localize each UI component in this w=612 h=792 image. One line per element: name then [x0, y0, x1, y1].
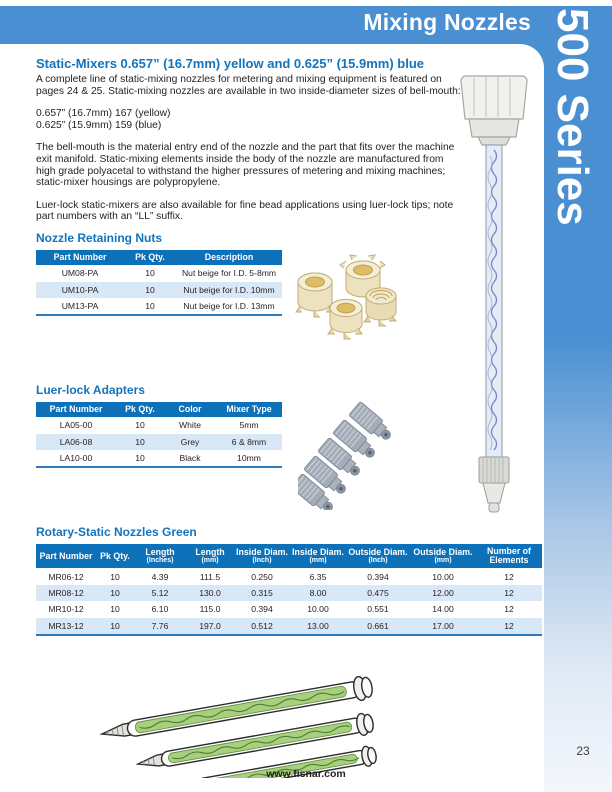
table-cell: 0.250: [251, 571, 273, 582]
table-cell: 6.35: [309, 571, 327, 582]
table-cell: 6.10: [151, 604, 169, 615]
retaining-nuts-section: [36, 231, 282, 316]
table-cell: 0.475: [367, 588, 389, 599]
table-cell: 5mm: [239, 420, 259, 431]
table-cell: 13.00: [307, 620, 329, 631]
table-cell: White: [179, 420, 201, 431]
table-cell: 10mm: [237, 453, 261, 464]
column-header: Part Number: [36, 250, 124, 265]
column-header: Inside Diam. (mm): [290, 544, 346, 568]
table-row: [36, 601, 542, 617]
table-cell: 10: [135, 436, 145, 447]
header-row: [36, 250, 282, 265]
table-row: [36, 298, 282, 315]
column-header: Description: [176, 250, 282, 265]
table-cell: 12: [504, 620, 514, 631]
table-cell: 10: [145, 268, 155, 279]
column-header: Length (Inches): [134, 544, 186, 568]
table-cell: 10: [135, 453, 145, 464]
series-vertical-label: 500 Series: [548, 8, 597, 226]
table-cell: 0.394: [367, 571, 389, 582]
spec-line-yellow: 0.657” (16.7mm) 167 (yellow): [36, 108, 171, 120]
section-heading-rotary-static: Rotary-Static Nozzles Green: [36, 525, 197, 539]
table-cell: 10: [110, 571, 120, 582]
table-row: [36, 417, 282, 433]
column-header: Part Number: [36, 402, 116, 417]
table-cell: 12: [504, 604, 514, 615]
table-cell: 115.0: [199, 604, 221, 615]
luer-adapters-table: [36, 402, 282, 468]
table-cell: 130.0: [199, 588, 221, 599]
table-cell: Grey: [180, 436, 200, 447]
column-header: Length (mm): [186, 544, 234, 568]
table-cell: 197.0: [199, 620, 221, 631]
table-cell: 0.661: [367, 620, 389, 631]
table-cell: 12.00: [432, 588, 454, 599]
section-heading-retaining-nuts: Nozzle Retaining Nuts: [36, 231, 163, 245]
column-header: Inside Diam. (Inch): [234, 544, 290, 568]
table-cell: 10: [135, 420, 145, 431]
footer-website-link[interactable]: www.fisnar.com: [266, 768, 346, 780]
header-row: [36, 402, 282, 417]
column-header: Mixer Type: [216, 402, 282, 417]
luer-adapters-section: [36, 383, 282, 468]
table-cell: 10: [145, 284, 155, 295]
luer-adapters-image: [298, 400, 402, 510]
column-header: Part Number: [36, 544, 96, 568]
column-header: Pk Qty.: [116, 402, 164, 417]
retaining-nuts-table: [36, 250, 282, 316]
table-cell: LA10-00: [59, 453, 93, 464]
intro-paragraph-2: The bell-mouth is the material entry end of the nozzle and the part that fits over the machine exit manifold. Static-mixing elements inside the body of the nozzle are manufactured from high grade polyacetal to withstand the higher pressures of metering and mixing machines; static-mixer housings are polypropylene.: [36, 142, 455, 189]
table-cell: UM10-PA: [61, 284, 99, 295]
column-header: Outside Diam. (mm): [410, 544, 476, 568]
table-row: [36, 265, 282, 281]
intro-paragraph-1: A complete line of static-mixing nozzles for metering and mixing equipment is featured on pages 24 & 25. Static-mixing nozzles are available in two inside-diameter sizes of bell-mouth:: [36, 74, 461, 97]
series-sidebar: [544, 6, 612, 792]
table-cell: 7.76: [151, 620, 169, 631]
column-header: Outside Diam. (Inch): [346, 544, 410, 568]
table-cell: LA06-08: [59, 436, 93, 447]
intro-section: [36, 56, 464, 223]
table-cell: 10.00: [432, 571, 454, 582]
table-cell: 10.00: [307, 604, 329, 615]
table-row: [36, 450, 282, 467]
table-cell: 10: [145, 301, 155, 312]
content-card: [0, 44, 544, 792]
table-cell: 14.00: [432, 604, 454, 615]
retaining-nuts-image: [286, 250, 402, 340]
table-cell: MR06-12: [48, 571, 84, 582]
page-number: 23: [576, 744, 590, 758]
table-cell: 111.5: [199, 571, 221, 582]
table-row: [36, 282, 282, 298]
table-cell: UM13-PA: [61, 301, 99, 312]
table-cell: 10: [110, 604, 120, 615]
table-cell: Nut beige for I.D. 5-8mm: [181, 268, 277, 279]
page-title: Mixing Nozzles: [363, 9, 531, 35]
table-cell: Nut beige for I.D. 13mm: [183, 301, 275, 312]
column-header: Number of Elements: [476, 544, 542, 568]
column-header: Pk Qty.: [124, 250, 176, 265]
table-cell: MR10-12: [48, 604, 84, 615]
table-cell: 17.00: [432, 620, 454, 631]
table-cell: 0.551: [367, 604, 389, 615]
table-cell: UM08-PA: [61, 268, 99, 279]
table-cell: 0.315: [251, 588, 273, 599]
table-cell: 12: [504, 588, 514, 599]
table-cell: Nut beige for I.D. 10mm: [183, 284, 275, 295]
table-cell: 5.12: [151, 588, 169, 599]
table-cell: Black: [179, 453, 201, 464]
table-cell: 10: [110, 620, 120, 631]
adapter-shapes: [298, 401, 395, 510]
table-cell: 8.00: [309, 588, 327, 599]
table-cell: 0.512: [251, 620, 273, 631]
green-nozzles-image: [80, 622, 410, 778]
table-row: [36, 434, 282, 450]
table-cell: 4.39: [151, 571, 169, 582]
spec-line-blue: 0.625” (15.9mm) 159 (blue): [36, 119, 162, 131]
static-mixer-nozzle-image: [448, 66, 540, 546]
intro-paragraph-3: Luer-lock static-mixers are also available for fine bead applications using luer-lock tips; note part numbers with an “LL” suffix.: [36, 199, 454, 223]
table-cell: MR13-12: [48, 620, 84, 631]
table-cell: 0.394: [251, 604, 273, 615]
table-cell: 12: [504, 571, 514, 582]
section-heading-static-mixers: Static-Mixers 0.657” (16.7mm) yellow and 0.625” (15.9mm) blue: [36, 56, 424, 71]
table-cell: MR08-12: [48, 588, 84, 599]
table-cell: 10: [110, 588, 120, 599]
column-header: Color: [164, 402, 216, 417]
table-row: [36, 585, 542, 601]
rotary-static-section: [36, 525, 542, 636]
section-heading-luer-adapters: Luer-lock Adapters: [36, 383, 145, 397]
table-cell: LA05-00: [59, 420, 93, 431]
table-row: [36, 568, 542, 584]
header-row: [36, 544, 542, 568]
column-header: Pk Qty.: [96, 544, 134, 568]
table-cell: 6 & 8mm: [231, 436, 267, 447]
